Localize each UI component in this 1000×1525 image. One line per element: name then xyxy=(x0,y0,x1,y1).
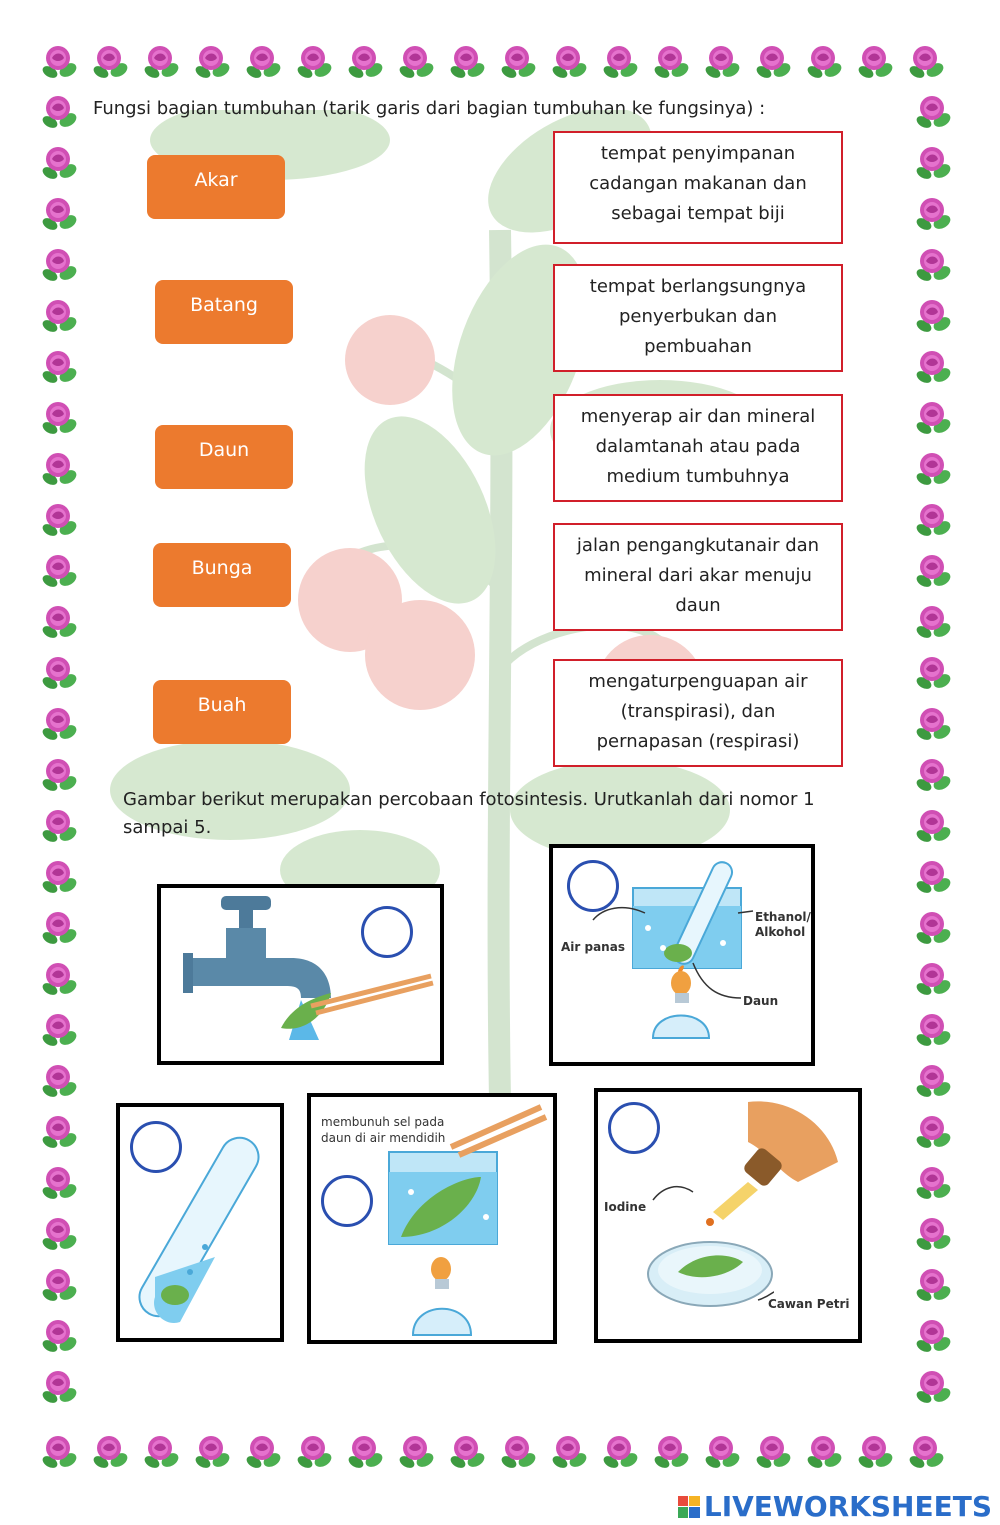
rose-border-icon xyxy=(701,40,745,84)
rose-border-icon xyxy=(38,651,82,695)
rose-border-icon xyxy=(140,40,184,84)
part-buah-button[interactable]: Buah xyxy=(153,680,291,744)
rose-border-icon xyxy=(912,957,956,1001)
liveworksheets-icon xyxy=(678,1496,700,1518)
part-bunga-button[interactable]: Bunga xyxy=(153,543,291,607)
rose-border-icon xyxy=(140,1430,184,1474)
rose-border-icon xyxy=(38,957,82,1001)
rose-border-icon xyxy=(912,1110,956,1154)
function-line: mengaturpenguapan air xyxy=(588,671,808,692)
function-line: tempat penyimpanan xyxy=(600,143,796,164)
rose-border-icon xyxy=(599,1430,643,1474)
instruction-order-line2: sampai 5. xyxy=(123,817,212,838)
rose-border-icon xyxy=(912,753,956,797)
order-circle-5[interactable] xyxy=(608,1102,660,1154)
rose-border-icon xyxy=(38,294,82,338)
rose-border-icon xyxy=(912,600,956,644)
rose-border-icon xyxy=(912,192,956,236)
rose-border-icon xyxy=(38,1430,82,1474)
rose-border-icon xyxy=(912,549,956,593)
picture-rinse-leaf xyxy=(157,884,444,1065)
label-daun: Daun xyxy=(743,994,779,1008)
picture-test-tube xyxy=(116,1103,284,1342)
rose-border-icon xyxy=(912,447,956,491)
order-circle-1[interactable] xyxy=(361,906,413,958)
instruction-order-line1: Gambar berikut merupakan percobaan fotosintesis. Urutkanlah dari nomor 1 xyxy=(123,789,815,810)
rose-border-icon xyxy=(912,345,956,389)
rose-border-icon xyxy=(650,40,694,84)
function-box-4[interactable] xyxy=(553,523,843,631)
rose-border-icon xyxy=(38,600,82,644)
rose-border-icon xyxy=(912,294,956,338)
instruction-order xyxy=(123,786,815,842)
function-line: medium tumbuhnya xyxy=(606,466,790,487)
order-circle-3[interactable] xyxy=(130,1121,182,1173)
rose-border-icon xyxy=(38,498,82,542)
rose-border-icon xyxy=(191,40,235,84)
rose-border-icon xyxy=(38,192,82,236)
rose-border-icon xyxy=(242,40,286,84)
label-iodine: Iodine xyxy=(604,1200,647,1214)
function-line: sebagai tempat biji xyxy=(611,203,785,224)
rose-border-icon xyxy=(242,1430,286,1474)
part-daun-button[interactable]: Daun xyxy=(155,425,293,489)
function-line: cadangan makanan dan xyxy=(589,173,807,194)
rose-border-icon xyxy=(344,1430,388,1474)
rose-border-icon xyxy=(912,1263,956,1307)
rose-border-icon xyxy=(548,40,592,84)
label-membunuh-2: daun di air mendidih xyxy=(321,1131,446,1145)
rose-border-icon xyxy=(446,40,490,84)
rose-border-icon xyxy=(191,1430,235,1474)
rose-border-icon xyxy=(912,243,956,287)
function-line: penyerbukan dan xyxy=(618,306,777,327)
rose-border-icon xyxy=(38,141,82,185)
rose-border-icon xyxy=(293,40,337,84)
rose-border-icon xyxy=(38,90,82,134)
rose-border-icon xyxy=(912,906,956,950)
rose-border-icon xyxy=(38,40,82,84)
rose-border-icon xyxy=(912,141,956,185)
rose-border-icon xyxy=(38,1263,82,1307)
rose-border-icon xyxy=(912,1008,956,1052)
rose-border-icon xyxy=(701,1430,745,1474)
function-line: (transpirasi), dan xyxy=(620,701,776,722)
part-akar-button[interactable]: Akar xyxy=(147,155,285,219)
rose-border-icon xyxy=(38,1110,82,1154)
rose-border-icon xyxy=(912,396,956,440)
rose-border-icon xyxy=(854,1430,898,1474)
rose-border-icon xyxy=(38,1212,82,1256)
rose-border-icon xyxy=(912,1365,956,1409)
rose-border-icon xyxy=(497,40,541,84)
rose-border-icon xyxy=(446,1430,490,1474)
rose-border-icon xyxy=(38,906,82,950)
rose-border-icon xyxy=(912,1161,956,1205)
rose-border-icon xyxy=(38,345,82,389)
rose-border-icon xyxy=(912,1059,956,1103)
rose-border-icon xyxy=(38,804,82,848)
rose-border-icon xyxy=(912,1212,956,1256)
function-box-1[interactable] xyxy=(553,131,843,244)
rose-border-icon xyxy=(912,1314,956,1358)
function-box-3[interactable] xyxy=(553,394,843,502)
rose-border-icon xyxy=(854,40,898,84)
rose-border-icon xyxy=(912,90,956,134)
rose-border-icon xyxy=(38,1059,82,1103)
label-ethanol: Ethanol/ xyxy=(755,910,811,924)
function-line: jalan pengangkutanair dan xyxy=(576,535,820,556)
rose-border-icon xyxy=(803,1430,847,1474)
rose-border-icon xyxy=(905,1430,949,1474)
function-line: mineral dari akar menuju xyxy=(584,565,812,586)
instruction-parts: Fungsi bagian tumbuhan (tarik garis dari bagian tumbuhan ke fungsinya) : xyxy=(93,98,766,119)
function-line: pernapasan (respirasi) xyxy=(596,731,800,752)
rose-border-icon xyxy=(293,1430,337,1474)
part-batang-button[interactable]: Batang xyxy=(155,280,293,344)
rose-border-icon xyxy=(38,549,82,593)
label-membunuh-1: membunuh sel pada xyxy=(321,1115,445,1129)
rose-border-icon xyxy=(912,804,956,848)
function-line: daun xyxy=(675,595,721,616)
rose-border-icon xyxy=(38,1365,82,1409)
function-line: pembuahan xyxy=(644,336,752,357)
function-box-5[interactable] xyxy=(553,659,843,767)
picture-ethanol-bath xyxy=(549,844,815,1066)
rose-border-icon xyxy=(912,498,956,542)
function-line: dalamtanah atau pada xyxy=(595,436,801,457)
rose-border-icon xyxy=(38,1161,82,1205)
rose-border-icon xyxy=(38,1314,82,1358)
label-alkohol: Alkohol xyxy=(755,925,806,939)
rose-border-icon xyxy=(803,40,847,84)
label-cawan-petri: Cawan Petri xyxy=(768,1297,850,1311)
rose-border-icon xyxy=(912,855,956,899)
rose-border-icon xyxy=(38,1008,82,1052)
order-circle-4[interactable] xyxy=(321,1175,373,1227)
liveworksheets-logo xyxy=(678,1490,992,1523)
rose-border-icon xyxy=(38,447,82,491)
label-air-panas: Air panas xyxy=(561,940,625,954)
function-line: menyerap air dan mineral xyxy=(580,406,816,427)
rose-border-icon xyxy=(650,1430,694,1474)
rose-border-icon xyxy=(912,651,956,695)
picture-boiling-water xyxy=(307,1093,557,1344)
rose-border-icon xyxy=(344,40,388,84)
rose-border-icon xyxy=(395,40,439,84)
rose-border-icon xyxy=(38,855,82,899)
rose-border-icon xyxy=(599,40,643,84)
function-line: tempat berlangsungnya xyxy=(589,276,807,297)
brand-name: LIVEWORKSHEETS xyxy=(703,1490,992,1523)
rose-border-icon xyxy=(752,1430,796,1474)
rose-border-icon xyxy=(752,40,796,84)
order-circle-2[interactable] xyxy=(567,860,619,912)
rose-border-icon xyxy=(38,753,82,797)
rose-border-icon xyxy=(497,1430,541,1474)
rose-border-icon xyxy=(548,1430,592,1474)
rose-border-icon xyxy=(905,40,949,84)
rose-border-icon xyxy=(395,1430,439,1474)
picture-iodine-test xyxy=(594,1088,862,1343)
rose-border-icon xyxy=(89,1430,133,1474)
rose-border-icon xyxy=(912,702,956,746)
rose-border-icon xyxy=(38,396,82,440)
function-box-2[interactable] xyxy=(553,264,843,372)
rose-border-icon xyxy=(38,243,82,287)
rose-border-icon xyxy=(38,702,82,746)
rose-border-icon xyxy=(89,40,133,84)
